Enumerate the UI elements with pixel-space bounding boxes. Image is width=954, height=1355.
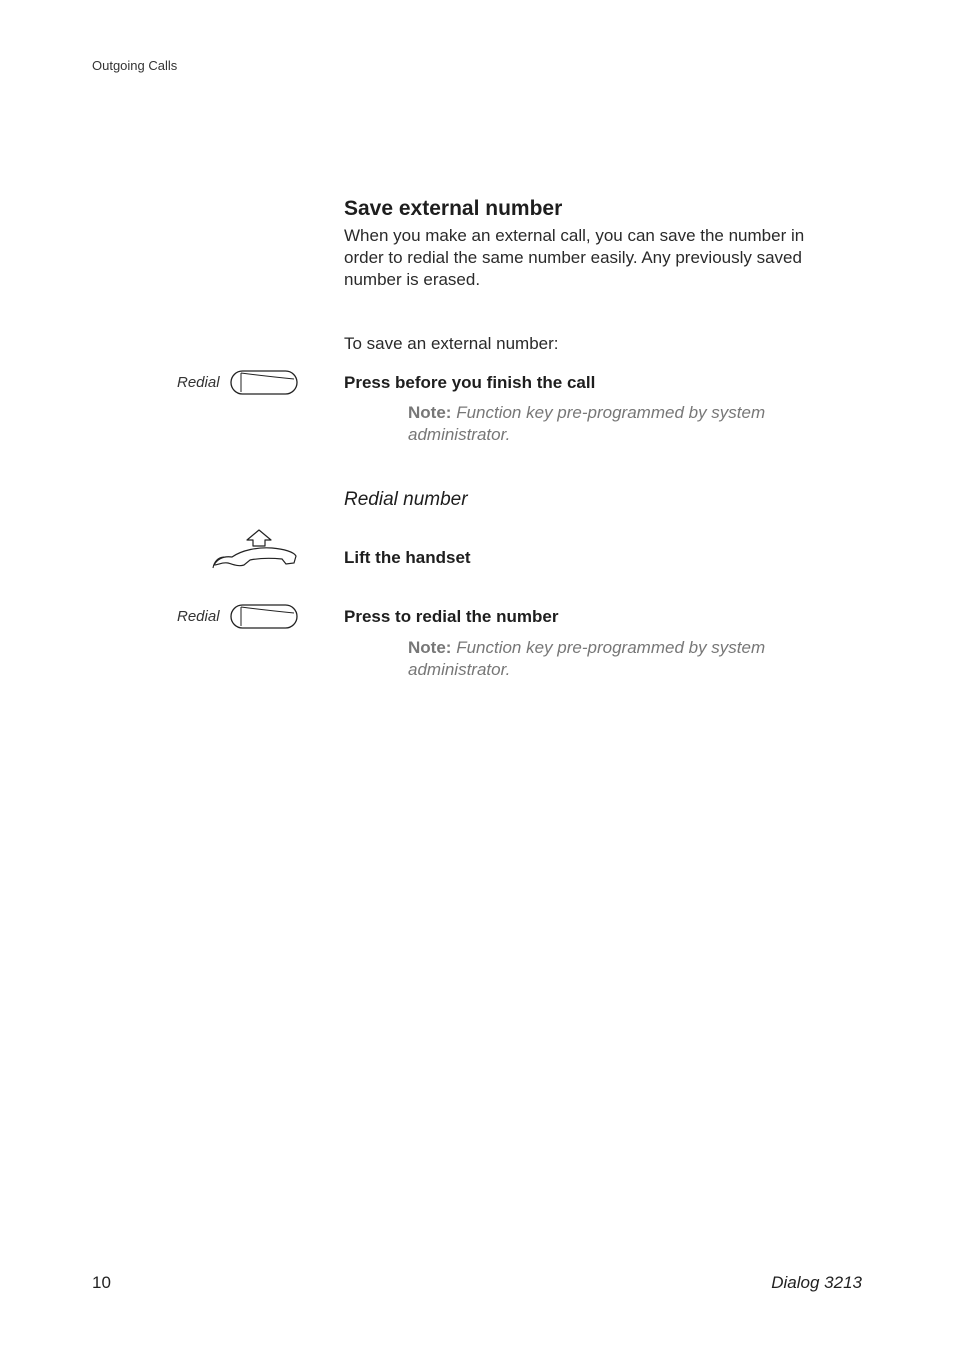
save-step-note bbox=[408, 402, 828, 446]
product-name: Dialog 3213 bbox=[771, 1273, 862, 1292]
redial-step-instruction: Press to redial the number bbox=[344, 607, 559, 626]
section-title: Save external number bbox=[344, 197, 563, 220]
running-head: Outgoing Calls bbox=[92, 58, 178, 73]
lift-handset-icon bbox=[210, 528, 300, 570]
section-intro: When you make an external call, you can save the number in order to redial the same number easily. Any previously saved number is erased. bbox=[344, 226, 805, 289]
redial-step-note bbox=[408, 637, 828, 681]
note-label: Note: bbox=[408, 638, 452, 657]
page-number: 10 bbox=[92, 1273, 111, 1292]
function-key-icon bbox=[230, 370, 298, 396]
subsection-title: Redial number bbox=[344, 489, 468, 510]
note-text: Function key pre-programmed by system administrator. bbox=[408, 403, 766, 444]
lead-in-text: To save an external number: bbox=[344, 334, 559, 353]
note-text: Function key pre-programmed by system administrator. bbox=[408, 638, 766, 679]
function-key-icon bbox=[230, 604, 298, 630]
note-label: Note: bbox=[408, 403, 452, 422]
redial-key-label: Redial bbox=[177, 374, 220, 391]
save-step-instruction: Press before you finish the call bbox=[344, 373, 596, 392]
lift-step-instruction: Lift the handset bbox=[344, 548, 471, 567]
redial-key-label: Redial bbox=[177, 608, 220, 625]
